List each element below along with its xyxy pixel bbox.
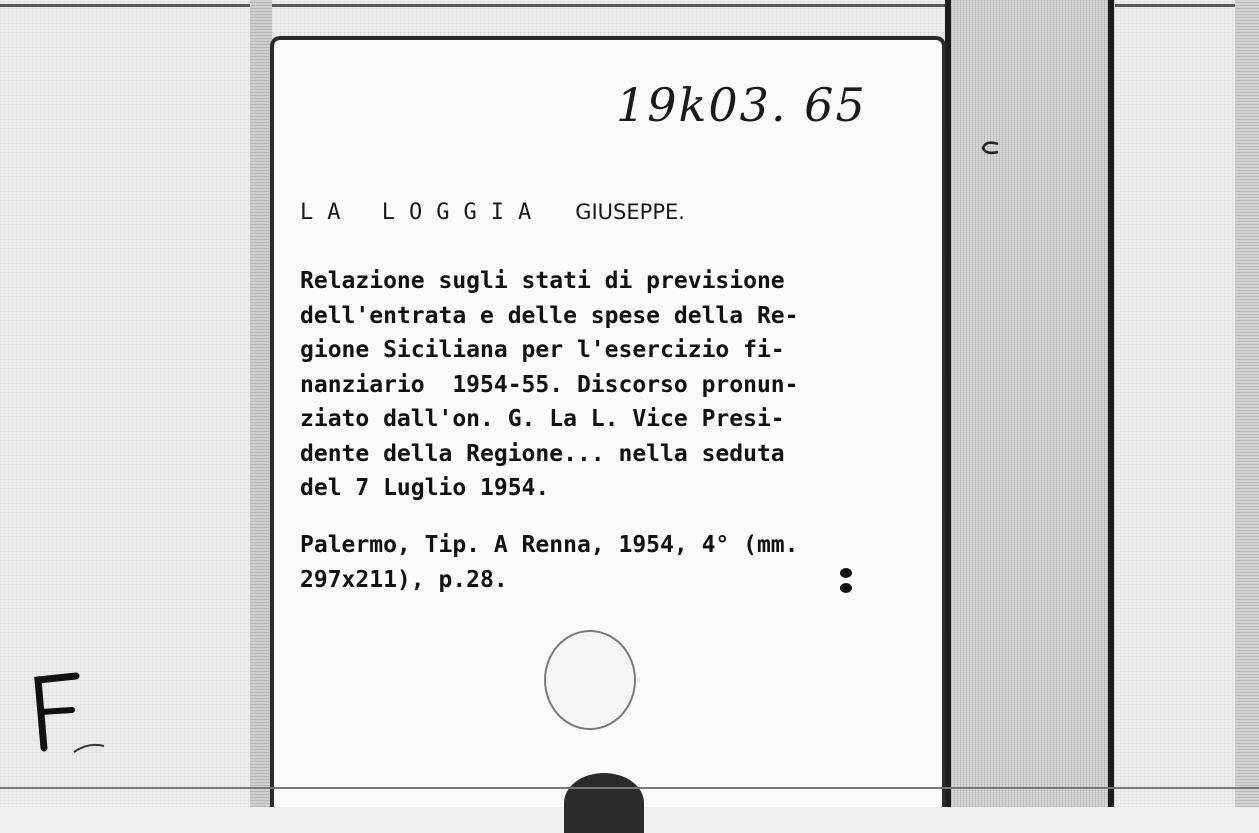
title-description [300, 264, 930, 506]
author-heading [300, 200, 685, 225]
call-number: 19k03. 65 [616, 78, 867, 132]
filing-rod [564, 773, 644, 833]
right-card-stack [945, 0, 1115, 807]
catalog-card [270, 36, 946, 807]
imprint-line: 297x211), p.28. [300, 566, 508, 593]
description-line: Relazione sugli stati di previsione [300, 268, 785, 294]
description-line: dente della Regione... nella seduta [300, 440, 785, 467]
description-line: nanziario 1954-55. Discorso pronun- [300, 371, 799, 398]
far-right-card-edge [1235, 0, 1259, 807]
author-given-name: GIUSEPPE. [575, 200, 685, 224]
scan-bottom-edge [0, 787, 1259, 789]
stray-mark [980, 140, 1002, 156]
punch-hole [544, 630, 636, 730]
description-line: del 7 Luglio 1954. [300, 475, 550, 501]
ink-mark [840, 568, 852, 598]
description-line: ziato dall'on. G. La L. Vice Presi- [300, 406, 785, 432]
description-line: gione Siciliana per l'esercizio fi- [300, 337, 785, 363]
left-card-edge [250, 0, 272, 807]
description-line: dell'entrata e delle spese della Re- [300, 302, 799, 329]
margin-letter-f [30, 668, 110, 758]
card-edge-line [1108, 0, 1114, 807]
imprint [300, 528, 930, 597]
author-surname: LA LOGGIA [300, 200, 546, 225]
imprint-line: Palermo, Tip. A Renna, 1954, 4° (mm. [300, 532, 799, 558]
